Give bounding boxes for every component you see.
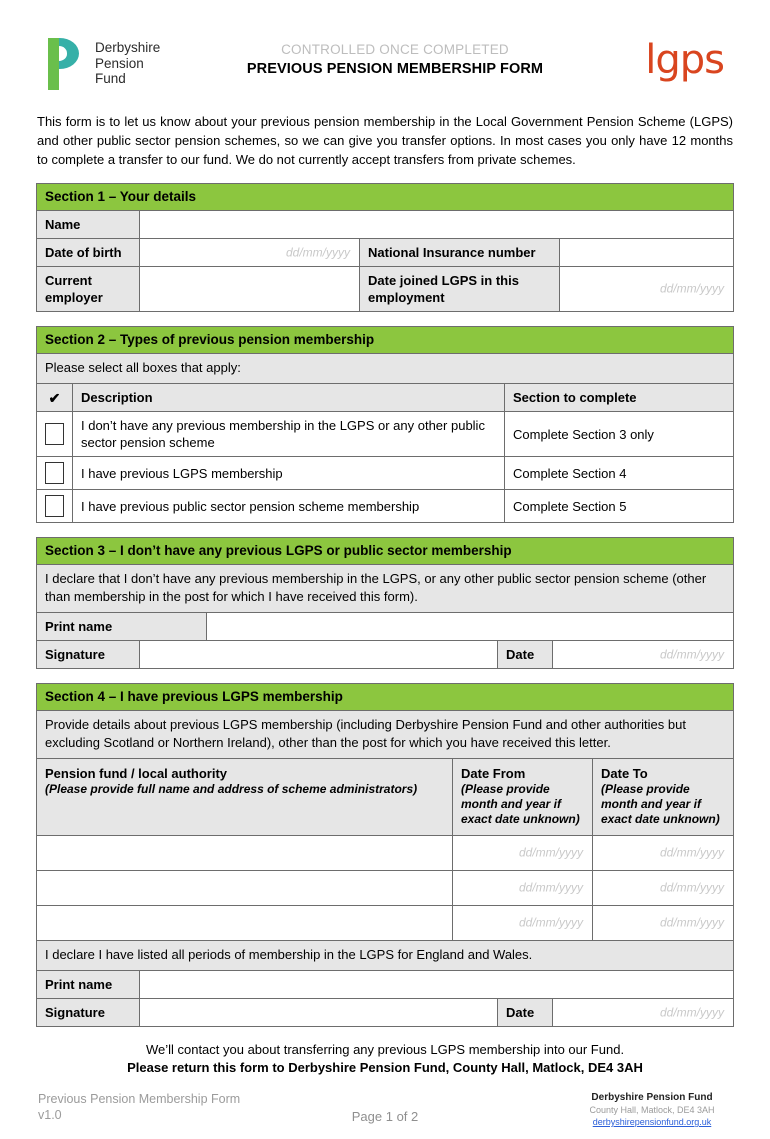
footer-org-website-link[interactable]: derbyshirepensionfund.org.uk bbox=[592, 1117, 712, 1127]
section-4-column-headers bbox=[37, 759, 733, 836]
date-from-column-subtitle: (Please provide month and year if exact date unknown) bbox=[461, 782, 580, 826]
option-description-3: I have previous public sector pension scheme membership bbox=[73, 490, 505, 522]
dob-ni-row bbox=[37, 239, 733, 267]
entry-fund-input-2[interactable] bbox=[37, 871, 453, 905]
entry-date-from-placeholder-1: dd/mm/yyyy bbox=[518, 845, 583, 860]
footer-organisation-block bbox=[572, 1091, 732, 1128]
section-3-heading: Section 3 – I don’t have any previous LGPS or public sector membership bbox=[37, 538, 733, 565]
footer-doc-version: v1.0 bbox=[38, 1108, 62, 1122]
date-from-column-title: Date From bbox=[461, 766, 526, 781]
section-4-date-input[interactable] bbox=[553, 999, 733, 1026]
section-4-print-name-row bbox=[37, 971, 733, 999]
section-2-heading: Section 2 – Types of previous pension membership bbox=[37, 327, 733, 354]
section-2 bbox=[36, 326, 734, 523]
page-footer bbox=[36, 1091, 734, 1139]
pension-fund-column-subtitle: (Please provide full name and address of scheme administrators) bbox=[45, 782, 418, 796]
checkbox-cell-1[interactable] bbox=[37, 412, 73, 456]
table-row bbox=[37, 906, 733, 941]
checkbox-cell-3[interactable] bbox=[37, 490, 73, 522]
name-row bbox=[37, 211, 733, 239]
section-4-date-label: Date bbox=[498, 999, 553, 1026]
footer-org-name: Derbyshire Pension Fund bbox=[591, 1092, 713, 1103]
table-row bbox=[37, 412, 733, 457]
checkbox-cell-2[interactable] bbox=[37, 457, 73, 489]
table-row bbox=[37, 836, 733, 871]
section-4-print-name-label: Print name bbox=[37, 971, 140, 998]
section-3-date-label: Date bbox=[498, 641, 553, 668]
section-to-complete-column-header: Section to complete bbox=[505, 384, 733, 411]
name-input[interactable] bbox=[140, 211, 733, 238]
controlled-notice: CONTROLLED ONCE COMPLETED bbox=[281, 42, 509, 57]
entry-fund-input-3[interactable] bbox=[37, 906, 453, 940]
entry-date-from-placeholder-3: dd/mm/yyyy bbox=[518, 915, 583, 930]
table-row bbox=[37, 490, 733, 522]
entry-date-to-placeholder-2: dd/mm/yyyy bbox=[659, 880, 724, 895]
checkbox-icon-1[interactable] bbox=[45, 423, 64, 445]
option-description-2: I have previous LGPS membership bbox=[73, 457, 505, 489]
date-to-column-subtitle: (Please provide month and year if exact date unknown) bbox=[601, 782, 720, 826]
section-4-date-placeholder: dd/mm/yyyy bbox=[659, 1005, 724, 1019]
section-4-instruction: Provide details about previous LGPS membership (including Derbyshire Pension Fund and other authorities but excluding Scotland or Northern Ireland), other than the post for which you have received this letter. bbox=[37, 711, 733, 759]
section-3-signature-row bbox=[37, 641, 733, 668]
page-indicator: Page 1 of 2 bbox=[351, 1109, 419, 1124]
section-3-date-placeholder: dd/mm/yyyy bbox=[659, 647, 724, 661]
national-insurance-label: National Insurance number bbox=[360, 239, 560, 266]
name-label: Name bbox=[37, 211, 140, 238]
date-from-column-header bbox=[453, 759, 593, 835]
date-of-birth-label: Date of birth bbox=[37, 239, 140, 266]
date-to-column-header bbox=[593, 759, 733, 835]
date-of-birth-placeholder: dd/mm/yyyy bbox=[285, 245, 350, 259]
description-column-header: Description bbox=[73, 384, 505, 411]
section-3 bbox=[36, 537, 734, 669]
section-3-declaration: I declare that I don’t have any previous membership in the LGPS, or any other public sector pension scheme (other than membership in the post for which I have received this form). bbox=[37, 565, 733, 613]
pension-fund-column-header bbox=[37, 759, 453, 835]
contact-note: We’ll contact you about transferring any previous LGPS membership into our Fund. bbox=[145, 1042, 625, 1057]
section-2-instruction: Please select all boxes that apply: bbox=[37, 354, 733, 384]
tick-column-header bbox=[37, 384, 73, 411]
logo-line-3: Fund bbox=[95, 71, 126, 86]
date-of-birth-input[interactable] bbox=[140, 239, 360, 266]
option-section-1: Complete Section 3 only bbox=[505, 412, 733, 456]
entry-date-to-placeholder-3: dd/mm/yyyy bbox=[659, 915, 724, 930]
section-3-print-name-label: Print name bbox=[37, 613, 207, 640]
section-4-signature-row bbox=[37, 999, 733, 1026]
section-4-signature-input[interactable] bbox=[140, 999, 498, 1026]
section-3-date-input[interactable] bbox=[553, 641, 733, 668]
entry-date-to-input-2[interactable] bbox=[593, 871, 733, 905]
entry-fund-input-1[interactable] bbox=[37, 836, 453, 870]
date-joined-lgps-input[interactable] bbox=[560, 267, 733, 311]
option-section-2: Complete Section 4 bbox=[505, 457, 733, 489]
logo-line-1: Derbyshire bbox=[95, 40, 161, 55]
return-instructions bbox=[36, 1041, 734, 1077]
national-insurance-input[interactable] bbox=[560, 239, 733, 266]
section-1-heading: Section 1 – Your details bbox=[37, 184, 733, 211]
entry-date-to-input-1[interactable] bbox=[593, 836, 733, 870]
date-joined-lgps-label: Date joined LGPS in this employment bbox=[360, 267, 560, 311]
section-1 bbox=[36, 183, 734, 312]
section-4 bbox=[36, 683, 734, 1027]
employer-joined-row bbox=[37, 267, 733, 311]
section-4-declaration: I declare I have listed all periods of membership in the LGPS for England and Wales. bbox=[37, 941, 733, 971]
section-4-signature-label: Signature bbox=[37, 999, 140, 1026]
section-3-print-name-input[interactable] bbox=[207, 613, 733, 640]
section-4-heading: Section 4 – I have previous LGPS membership bbox=[37, 684, 733, 711]
footer-doc-name: Previous Pension Membership Form bbox=[38, 1092, 241, 1106]
table-row bbox=[37, 457, 733, 490]
check-icon: ✔ bbox=[48, 389, 61, 406]
entry-date-from-placeholder-2: dd/mm/yyyy bbox=[518, 880, 583, 895]
section-3-signature-input[interactable] bbox=[140, 641, 498, 668]
pension-fund-column-title: Pension fund / local authority bbox=[45, 766, 228, 781]
entry-date-from-input-2[interactable] bbox=[453, 871, 593, 905]
entry-date-to-placeholder-1: dd/mm/yyyy bbox=[659, 845, 724, 860]
section-3-signature-label: Signature bbox=[37, 641, 140, 668]
section-2-column-headers bbox=[37, 384, 733, 412]
checkbox-icon-2[interactable] bbox=[45, 462, 64, 484]
option-description-1: I don’t have any previous membership in the LGPS or any other public sector pension scheme bbox=[73, 412, 505, 456]
title-block bbox=[36, 42, 734, 77]
table-row bbox=[37, 871, 733, 906]
section-3-print-name-row bbox=[37, 613, 733, 641]
footer-org-address: County Hall, Matlock, DE4 3AH bbox=[589, 1105, 715, 1115]
entry-date-from-input-1[interactable] bbox=[453, 836, 593, 870]
checkbox-icon-3[interactable] bbox=[45, 495, 64, 517]
lgps-logo: lgps bbox=[645, 37, 724, 83]
page-header bbox=[36, 34, 734, 100]
return-address-note: Please return this form to Derbyshire Pension Fund, County Hall, Matlock, DE4 3AH bbox=[127, 1060, 643, 1075]
entry-date-from-input-3[interactable] bbox=[453, 906, 593, 940]
date-to-column-title: Date To bbox=[601, 766, 648, 781]
section-4-print-name-input[interactable] bbox=[140, 971, 733, 998]
date-joined-lgps-placeholder: dd/mm/yyyy bbox=[659, 281, 724, 296]
current-employer-label: Current employer bbox=[37, 267, 140, 311]
page-title: PREVIOUS PENSION MEMBERSHIP FORM bbox=[246, 61, 544, 77]
entry-date-to-input-3[interactable] bbox=[593, 906, 733, 940]
option-section-3: Complete Section 5 bbox=[505, 490, 733, 522]
logo-line-2: Pension bbox=[95, 55, 144, 71]
intro-paragraph: This form is to let us know about your previous pension membership in the Local Government Pension Scheme (LGPS) and other public sector pension schemes, so we can give you transfer options. In most cases you only have 12 months to complete a transfer to our fund. We do not currently accept transfers from private schemes. bbox=[37, 114, 733, 167]
current-employer-input[interactable] bbox=[140, 267, 360, 311]
